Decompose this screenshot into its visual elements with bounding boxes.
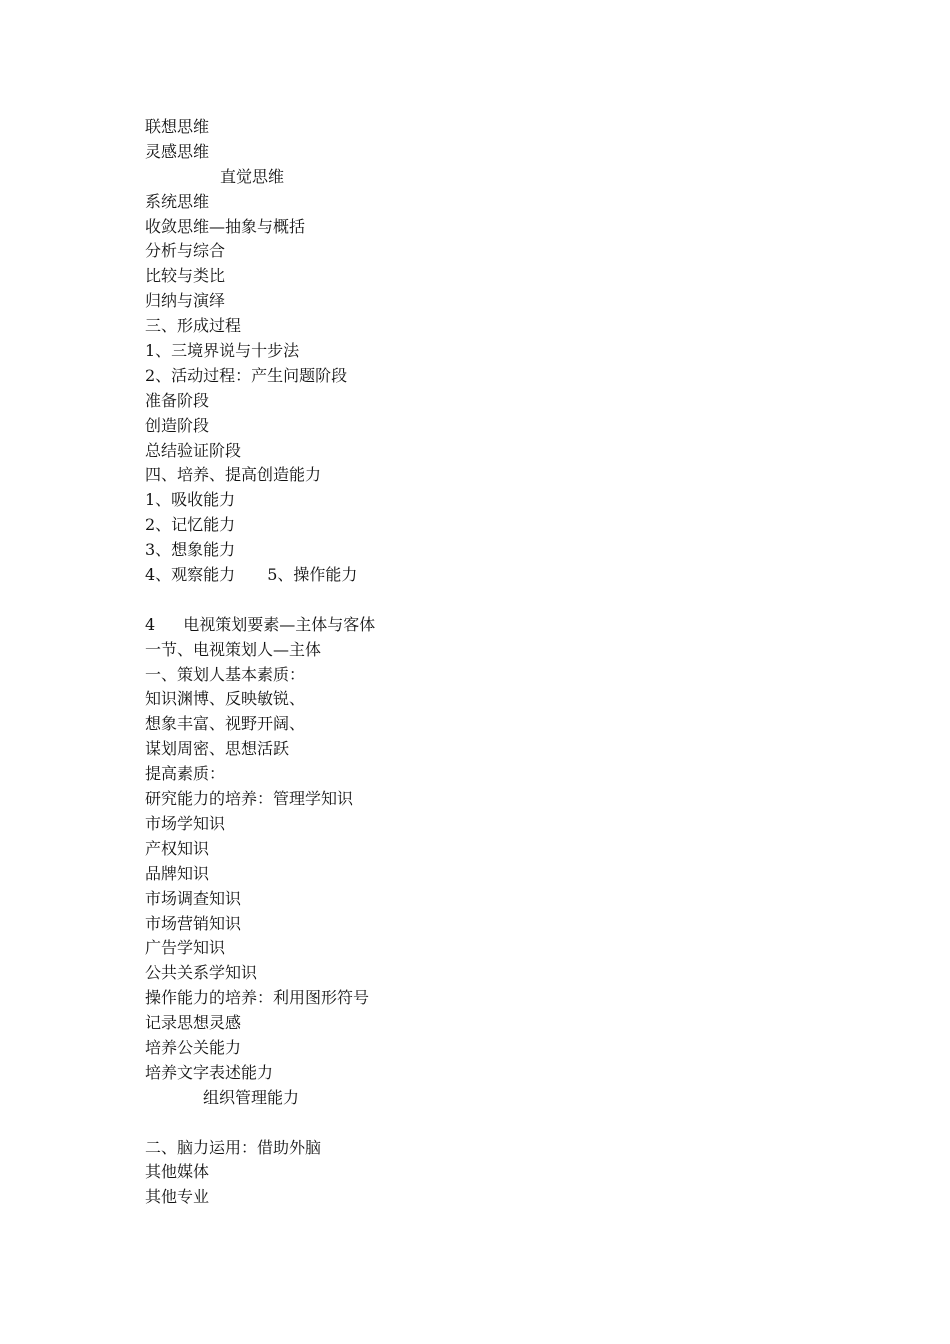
text-line: 2、记忆能力 (145, 515, 236, 535)
text-line: 市场调查知识 (145, 888, 242, 908)
text-line: 谋划周密、思想活跃 (145, 739, 290, 759)
section-heading: 二、脑力运用：借助外脑 (145, 1137, 322, 1157)
text-line: 归纳与演绎 (145, 291, 226, 311)
text-line-pair (145, 563, 845, 588)
text-line: 想象丰富、视野开阔、 (145, 714, 306, 734)
text-item: 5、操作能力 (267, 565, 358, 585)
text-line: 创造阶段 (145, 415, 210, 435)
text-line: 研究能力的培养：管理学知识 (145, 789, 354, 809)
text-line-indented: 直觉思维 (220, 166, 285, 186)
text-line: 提高素质： (145, 764, 226, 784)
text-item: 4、观察能力 (145, 565, 236, 585)
text-line: 灵感思维 (145, 141, 210, 161)
text-line: 操作能力的培养：利用图形符号 (145, 988, 370, 1008)
text-line: 联想思维 (145, 117, 210, 136)
text-line: 分析与综合 (145, 241, 226, 261)
blank-line (145, 588, 845, 613)
text-line: 公共关系学知识 (145, 963, 258, 983)
text-line: 总结验证阶段 (145, 440, 242, 460)
text-line: 1、三境界说与十步法 (145, 341, 300, 361)
text-line: 比较与类比 (145, 266, 226, 286)
chapter-number: 4 (145, 614, 156, 634)
section-heading: 三、形成过程 (145, 316, 242, 336)
blank-line (145, 1111, 845, 1136)
section-heading: 一、策划人基本素质： (145, 664, 306, 684)
section-heading: 一节、电视策划人—主体 (145, 639, 322, 659)
text-line: 其他专业 (145, 1187, 210, 1207)
text-line: 培养公关能力 (145, 1037, 242, 1057)
text-line: 广告学知识 (145, 938, 226, 958)
text-line: 准备阶段 (145, 390, 210, 410)
text-line: 品牌知识 (145, 863, 210, 883)
text-line: 其他媒体 (145, 1162, 210, 1182)
text-line: 培养文字表述能力 (145, 1062, 274, 1082)
text-line: 知识渊博、反映敏锐、 (145, 689, 306, 709)
text-line: 1、吸收能力 (145, 490, 236, 510)
chapter-heading (145, 613, 845, 638)
text-line: 市场营销知识 (145, 913, 242, 933)
document-body (145, 115, 845, 1210)
text-line: 记录思想灵感 (145, 1013, 242, 1033)
text-line: 3、想象能力 (145, 540, 236, 560)
chapter-title: 电视策划要素—主体与客体 (183, 614, 376, 634)
section-heading: 四、培养、提高创造能力 (145, 465, 322, 485)
text-line: 市场学知识 (145, 813, 226, 833)
text-line: 2、活动过程：产生问题阶段 (145, 365, 348, 385)
text-line: 系统思维 (145, 191, 210, 211)
text-line: 收敛思维—抽象与概括 (145, 216, 306, 236)
text-line-indented: 组织管理能力 (203, 1087, 300, 1107)
text-line: 产权知识 (145, 838, 210, 858)
